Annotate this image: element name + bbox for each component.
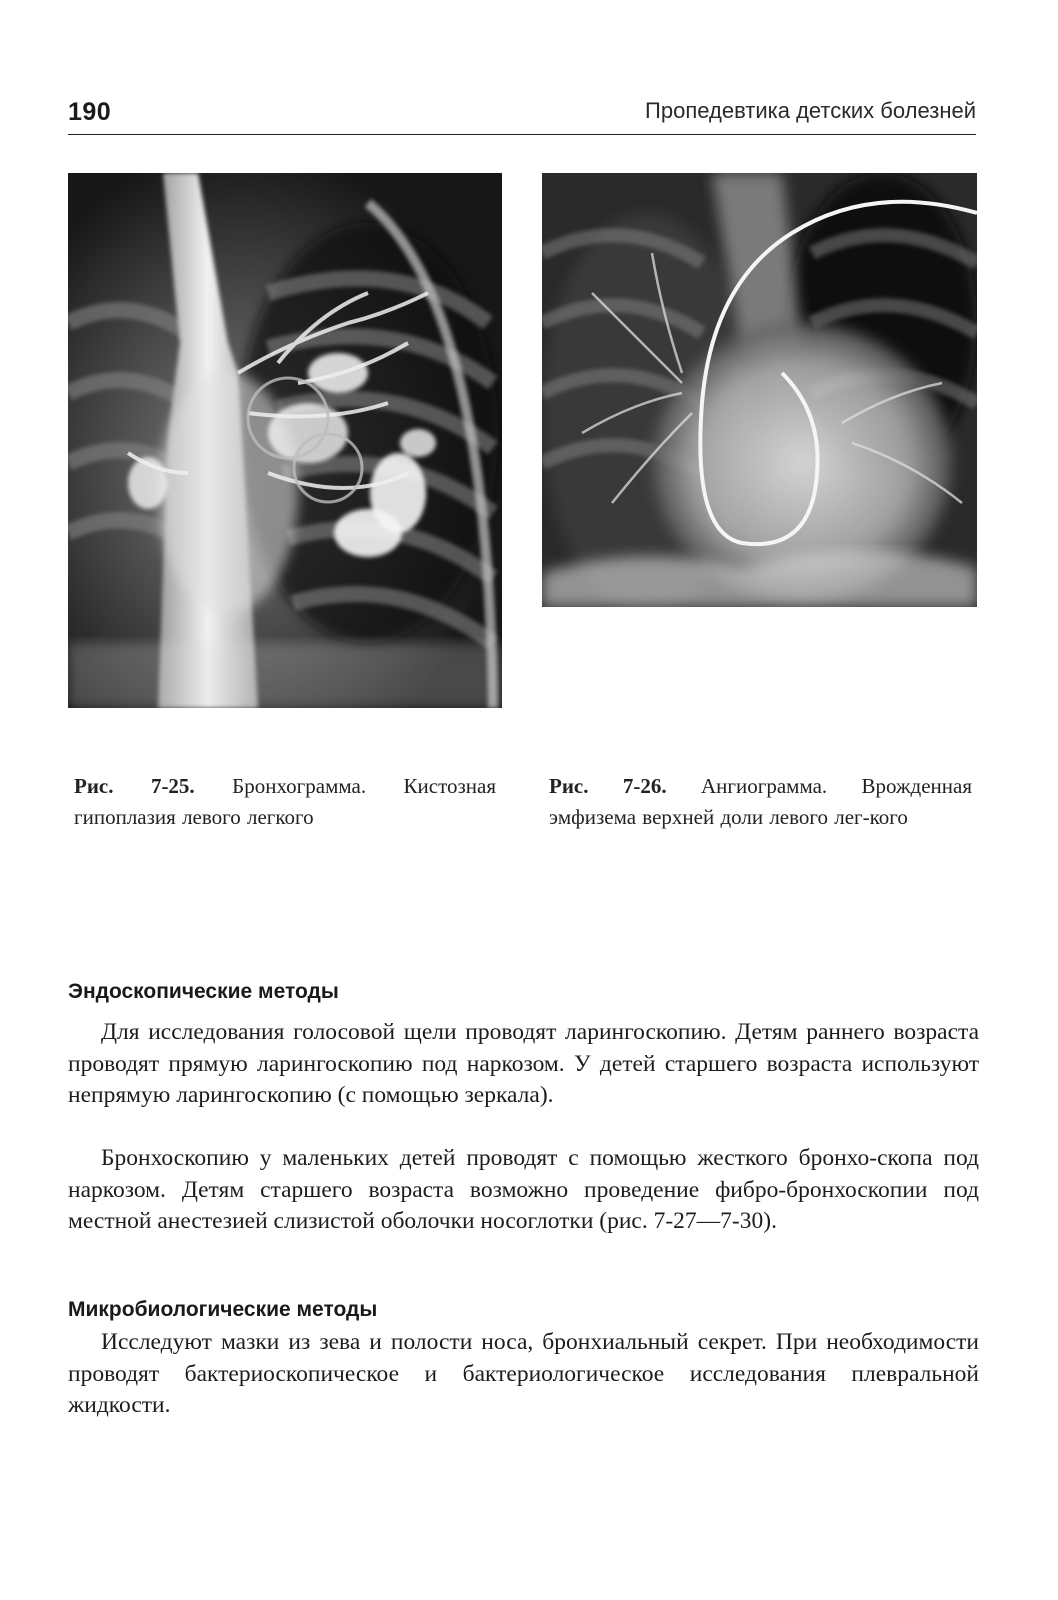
paragraph: Бронхоскопию у маленьких детей проводят с помощью жесткого бронхо-скопа под наркозом. Детям старшего возраста возможно проведение фибро-бронхоскопии под местной анестезией слизистой оболочки носоглотки (рис. 7-27—7-30). <box>68 1145 979 1234</box>
figure-bronchogram-image <box>68 173 502 708</box>
paragraph: Исследуют мазки из зева и полости носа, бронхиальный секрет. При необходимости проводят бактериоскопическое и бактериологическое исследования плевральной жидкости. <box>68 1329 979 1418</box>
figure-caption-7-26 <box>549 771 972 833</box>
figure-caption-text: Ангиограмма. Врожденная эмфизема верхней доли левого лег-кого <box>549 774 972 829</box>
figure-label: Рис. 7-26. <box>549 774 667 798</box>
section-heading-microbiological: Микробиологические методы <box>68 1298 378 1321</box>
section-heading-endoscopic: Эндоскопические методы <box>68 980 339 1003</box>
running-title: Пропедевтика детских болезней <box>645 98 976 123</box>
figure-caption-text: Бронхограмма. Кистозная гипоплазия левого легкого <box>74 774 496 829</box>
page-header <box>68 94 976 135</box>
figure-caption-7-25 <box>74 771 496 833</box>
figure-angiogram-image <box>542 173 977 607</box>
figure-label: Рис. 7-25. <box>74 774 195 798</box>
paragraph: Для исследования голосовой щели проводят ларингоскопию. Детям раннего возраста проводят прямую ларингоскопию под наркозом. У детей старшего возраста используют непрямую ларингоскопию (с помощью зеркала). <box>68 1019 979 1108</box>
page-number: 190 <box>68 98 112 126</box>
